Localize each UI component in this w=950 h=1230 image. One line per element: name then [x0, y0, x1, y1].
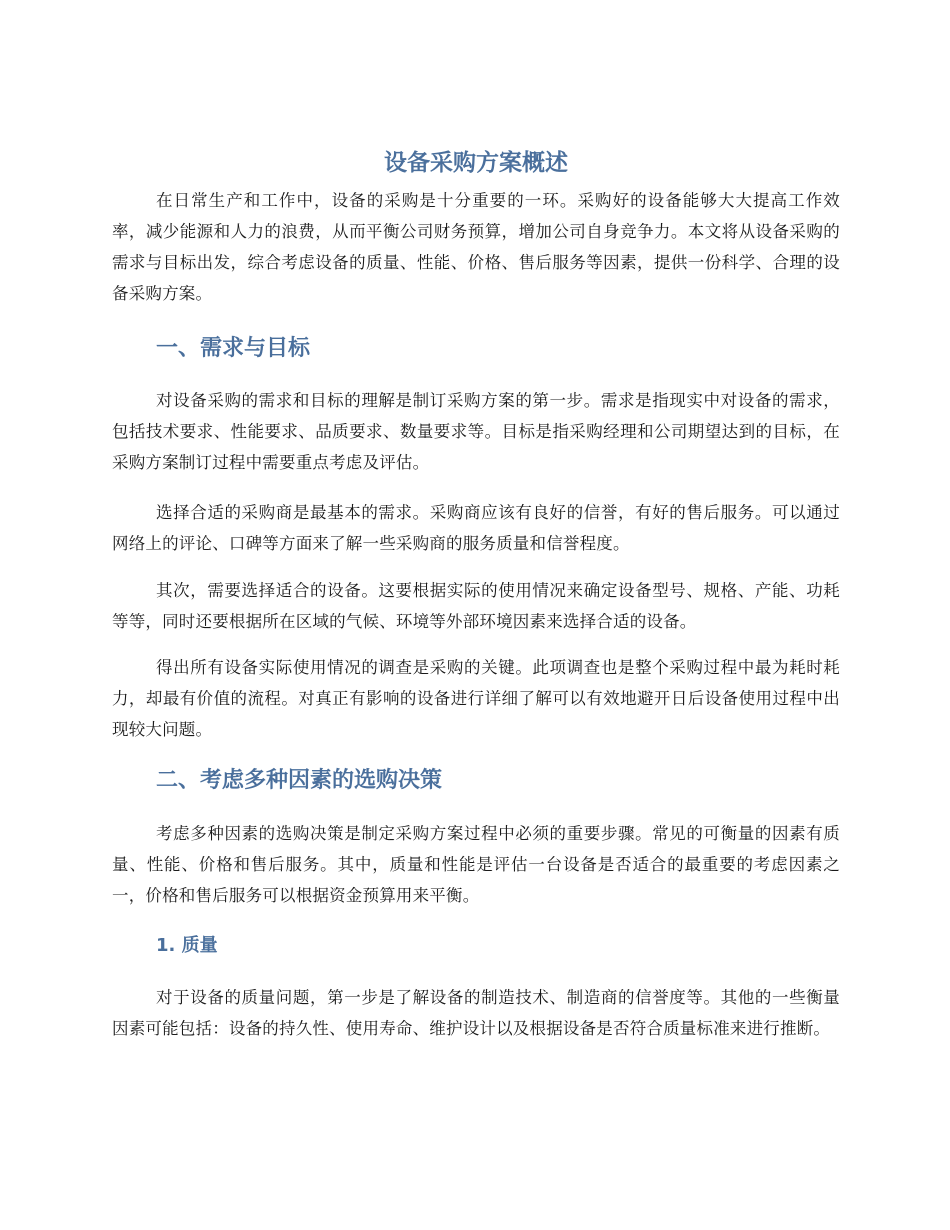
paragraph: 得出所有设备实际使用情况的调查是采购的关键。此项调查也是整个采购过程中最为耗时耗力，却最有价值的流程。对真正有影响的设备进行详细了解可以有效地避开日后设备使用过程中出现较大问题。 — [112, 658, 840, 739]
section-heading-decision-factors: 二、考虑多种因素的选购决策 — [156, 768, 443, 793]
paragraph: 选择合适的采购商是最基本的需求。采购商应该有良好的信誉，有好的售后服务。可以通过网络上的评论、口碑等方面来了解一些采购商的服务质量和信誉程度。 — [112, 503, 840, 553]
subsection-heading-quality: 1. 质量 — [156, 935, 218, 956]
document-title: 设备采购方案概述 — [384, 150, 568, 176]
paragraph: 对于设备的质量问题，第一步是了解设备的制造技术、制造商的信誉度等。其他的一些衡量因素可能包括：设备的持久性、使用寿命、维护设计以及根据设备是否符合质量标准来进行推断。 — [112, 988, 840, 1038]
paragraph: 考虑多种因素的选购决策是制定采购方案过程中必须的重要步骤。常见的可衡量的因素有质量、性能、价格和售后服务。其中，质量和性能是评估一台设备是否适合的最重要的考虑因素之一，价格和售后服务可以根据资金预算用来平衡。 — [112, 824, 840, 905]
paragraph: 其次，需要选择适合的设备。这要根据实际的使用情况来确定设备型号、规格、产能、功耗等等，同时还要根据所在区域的气候、环境等外部环境因素来选择合适的设备。 — [112, 581, 840, 631]
section-heading-needs-goals: 一、需求与目标 — [156, 336, 311, 361]
intro-paragraph: 在日常生产和工作中，设备的采购是十分重要的一环。采购好的设备能够大大提高工作效率，减少能源和人力的浪费，从而平衡公司财务预算，增加公司自身竞争力。本文将从设备采购的需求与目标出发，综合考虑设备的质量、性能、价格、售后服务等因素，提供一份科学、合理的设备采购方案。 — [112, 191, 840, 303]
paragraph: 对设备采购的需求和目标的理解是制订采购方案的第一步。需求是指现实中对设备的需求，包括技术要求、性能要求、品质要求、数量要求等。目标是指采购经理和公司期望达到的目标，在采购方案制订过程中需要重点考虑及评估。 — [112, 391, 840, 472]
